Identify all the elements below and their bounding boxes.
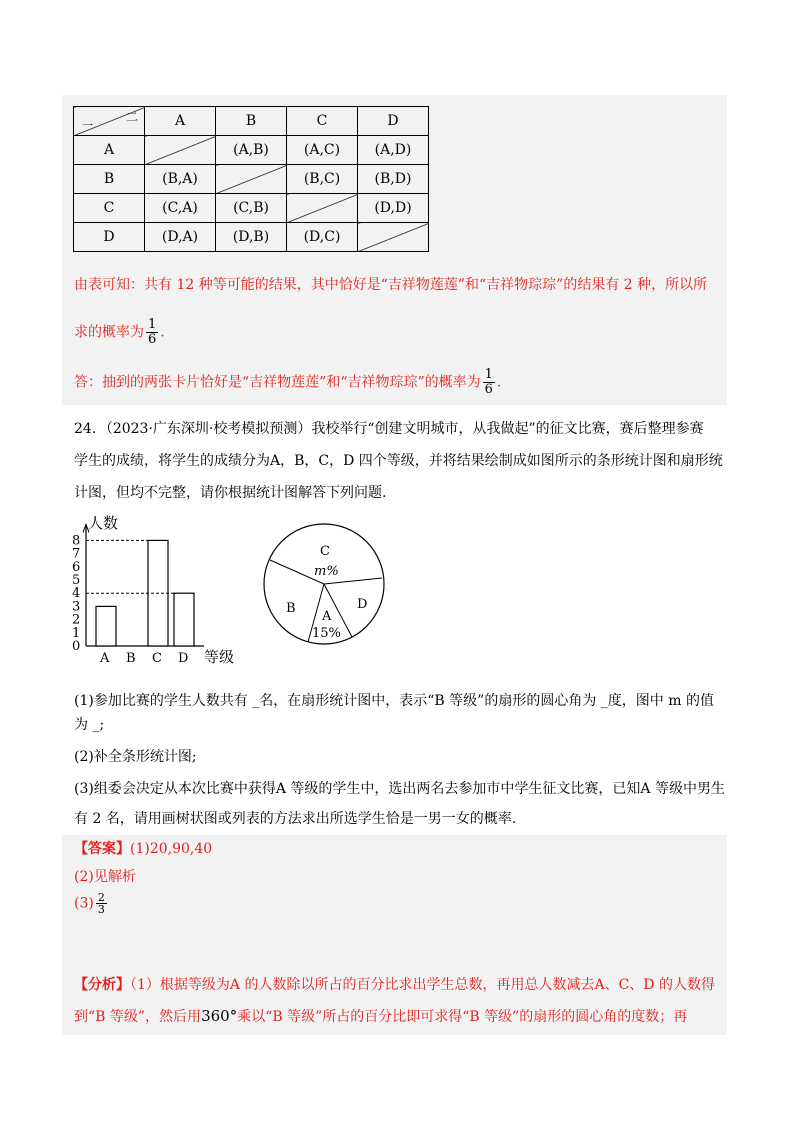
row-label: D [74,223,145,252]
answer-tag: 【答案】 [74,841,130,857]
y-tick-label: 6 [72,559,81,575]
answer-part-2: (2)见解析 [74,869,136,885]
table-cell: (D,A) [145,223,216,252]
table-cell: (C,B) [216,194,287,223]
analysis-text-2a: 到“B 等级”，然后用 [74,1009,202,1025]
table-cell-empty [358,223,429,252]
table-cell: (B,A) [145,165,216,194]
fraction-denominator: 6 [484,382,493,397]
table-header: C [287,107,358,136]
fraction-denominator: 6 [148,332,157,347]
row-label: A [74,136,145,165]
y-axis-label: 人数 [88,514,119,532]
bar-chart [64,510,244,670]
solution-line-2 [74,318,165,347]
answer-highlight-block [62,835,727,1035]
outcome-table [73,106,429,252]
answer-part-3-fraction [96,892,107,915]
fraction-numerator: 1 [484,367,493,382]
y-tick-label: 0 [72,639,81,654]
table-cell-empty [287,194,358,223]
table-cell: (C,A) [145,194,216,223]
x-axis-label: 等级 [204,648,235,666]
fraction-denominator: 3 [97,903,105,916]
pie-label-c-percent: m% [314,564,339,579]
y-tick-label: 8 [72,533,81,549]
table-cell: (D,C) [287,223,358,252]
table-row [74,223,429,252]
question-3-line-2: 有 2 名，请用画树状图或列表的方法求出所选学生恰是一男一女的概率. [74,811,517,827]
answer-part-1: (1)20,90,40 [130,841,213,857]
x-tick-label: C [152,651,162,666]
question-1-line-1: (1)参加比赛的学生人数共有 _名，在扇形统计图中，表示“B 等级”的扇形的圆心角为 _度，图中 m 的值 [74,693,714,709]
answer-statement-end: . [496,374,502,391]
corner-right-label: 二 [125,110,138,124]
pie-label-a-percent: 15% [312,626,341,641]
analysis-line-1 [74,974,715,994]
bar-d [174,593,194,646]
problem-line-3: 计图，但均不完整，请你根据统计图解答下列问题. [74,485,387,501]
pie-label-b: B [286,601,296,616]
bar-a [96,606,116,646]
answer-statement-text: 答：抽到的两张卡片恰好是“吉祥物莲莲”和“吉祥物琮琮”的概率为 [74,374,481,391]
y-tick-label: 3 [72,599,81,615]
answer-line-1 [74,838,212,858]
x-tick-label: A [100,651,110,666]
answer-part-3-label: (3) [74,895,94,912]
corner-left-label: 一 [82,119,93,132]
table-corner [74,107,145,136]
x-tick-label: D [178,651,189,666]
probability-fraction [146,318,158,347]
question-2: (2)补全条形统计图; [74,749,197,765]
table-header: B [216,107,287,136]
table-cell-empty [216,165,287,194]
question-3-line-1: (3)组委会决定从本次比赛中获得A 等级的学生中，选出两名去参加市中学生征文比赛，已知A 等级中男生 [74,781,725,797]
degree-value: 360° [201,1007,238,1025]
analysis-text-1: （1）根据等级为A 的人数除以所占的百分比求出学生总数，再用总人数减去A、C、D 的人数得 [130,977,715,993]
table-row [74,165,429,194]
solution-line-1: 由表可知：共有 12 种等可能的结果，其中恰好是“吉祥物莲莲”和“吉祥物琮琮”的结果有 2 种，所以所 [74,277,708,293]
y-tick-label: 5 [72,573,81,588]
solution-answer-line [74,368,501,397]
table-row [74,136,429,165]
table-cell-empty [145,136,216,165]
solution-line-2-text: 求的概率为 [74,324,144,341]
table-cell: (D,D) [358,194,429,223]
problem-line-1: 24．（2023·广东深圳·校考模拟预测）我校举行“创建文明城市，从我做起”的征文比赛，赛后整理参赛 [74,421,704,437]
table-cell: (B,C) [287,165,358,194]
question-1-line-2: 为 _; [74,717,105,733]
pie-label-a: A [322,609,332,624]
analysis-text-2b: 乘以“B 等级”所占的百分比即可求得“B 等级”的扇形的圆心角的度数；再 [237,1009,688,1025]
table-row [74,194,429,223]
fraction-numerator: 1 [148,317,157,332]
pie-chart [262,520,392,650]
y-tick-label: 4 [72,586,81,602]
answer-probability-fraction [483,368,495,397]
y-tick-label: 2 [72,612,81,628]
table-cell: (B,D) [358,165,429,194]
table-header: A [145,107,216,136]
table-cell: (A,B) [216,136,287,165]
analysis-line-2 [74,1006,687,1026]
y-tick-label: 7 [72,546,81,562]
row-label: C [74,194,145,223]
table-header: D [358,107,429,136]
row-label: B [74,165,145,194]
analysis-tag: 【分析】 [74,977,130,993]
table-cell: (D,B) [216,223,287,252]
answer-line-3 [74,892,109,915]
table-cell: (A,C) [287,136,358,165]
problem-line-2: 学生的成绩，将学生的成绩分为A，B，C，D 四个等级，并将结果绘制成如图所示的条形统计图和扇形统 [74,453,723,469]
table-cell: (A,D) [358,136,429,165]
solution-line-2-end: . [160,324,165,341]
pie-label-c: C [320,544,330,559]
x-tick-label: B [126,651,136,666]
pie-label-d: D [357,597,368,612]
y-tick-label: 1 [72,625,81,641]
fraction-numerator: 2 [97,891,105,904]
